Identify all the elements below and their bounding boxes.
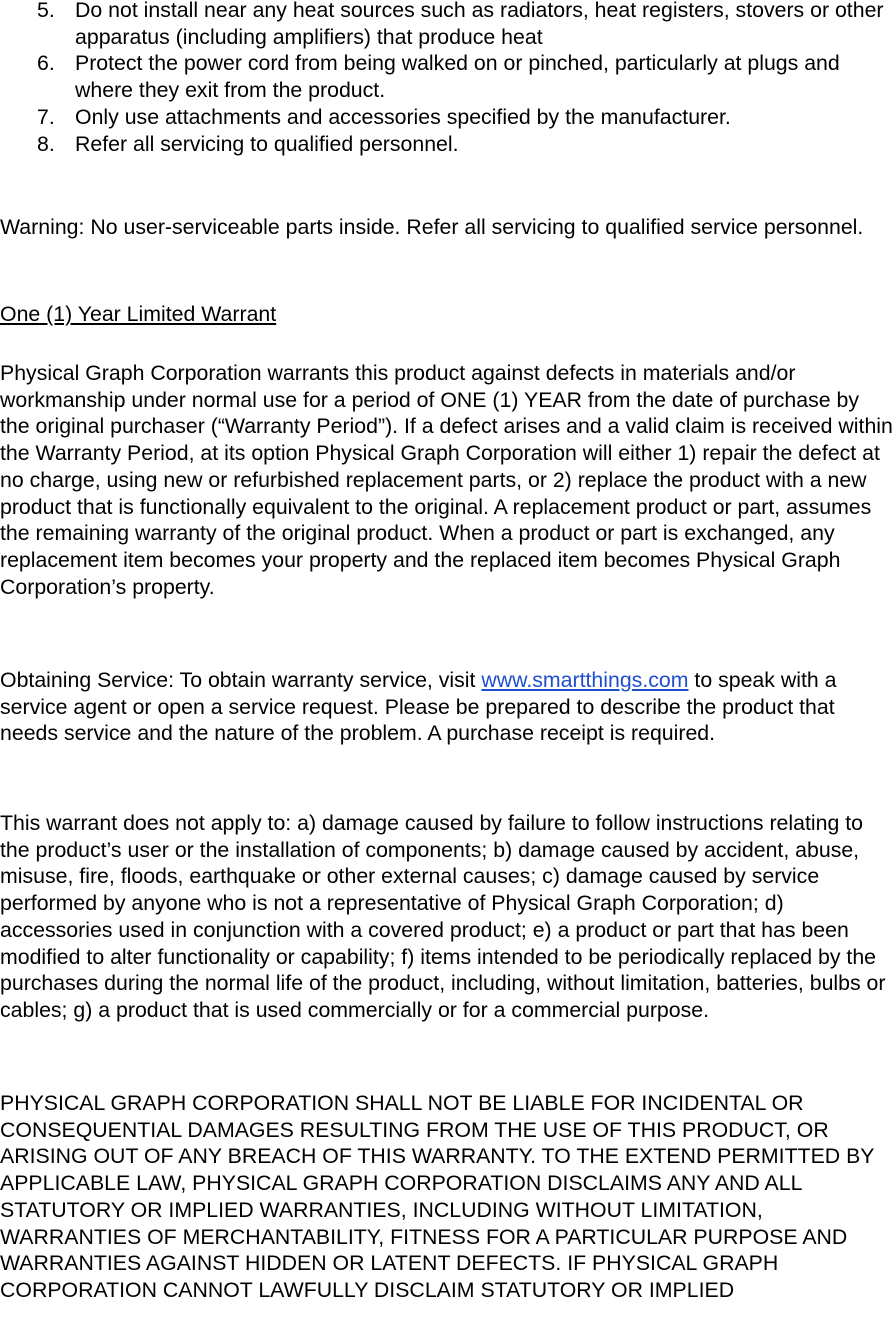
liability-paragraph: PHYSICAL GRAPH CORPORATION SHALL NOT BE LIABLE FOR INCIDENTAL OR CONSEQUENTIAL DAMAGES RESULTING FROM THE USE OF THIS PRODUCT, OR ARISING OUT OF ANY BREACH OF THIS WARRANTY. TO THE EXTEND PERMITTED BY APPLICABLE LAW, PHYSICAL GRAPH CORPORATION DISCLAIMS ANY AND ALL STATUTORY OR IMPLIED WARRANTIES, INCLUDING WITHOUT LIMITATION, WARRANTIES OF MERCHANTABILITY, FITNESS FOR A PARTICULAR PURPOSE AND WARRANTIES AGAINST HIDDEN OR LATENT DEFECTS. IF PHYSICAL GRAPH CORPORATION CANNOT LAWFULLY DISCLAIM STATUTORY OR IMPLIED <box>0 1091 875 1302</box>
smartthings-link[interactable]: www.smartthings.com <box>481 668 689 692</box>
service-text-before: Obtaining Service: To obtain warranty service, visit <box>0 668 482 692</box>
list-item-text: Protect the power cord from being walked on or pinched, particularly at plugs and where they exit from the product. <box>75 51 840 103</box>
list-item <box>0 131 896 158</box>
warning-paragraph: Warning: No user-serviceable parts inside. Refer all servicing to qualified service personnel. <box>0 215 864 239</box>
list-item-number: 8. <box>37 131 55 156</box>
list-item-number: 6. <box>37 51 55 76</box>
list-item <box>0 50 896 103</box>
warranty-heading: One (1) Year Limited Warrant <box>0 302 277 326</box>
obtaining-service-paragraph <box>0 667 894 747</box>
warranty-paragraph: Physical Graph Corporation warrants this product against defects in materials and/or workmanship under normal use for a period of ONE (1) YEAR from the date of purchase by the original purchaser (“Warranty Period”). If a defect arises and a valid claim is received within the Warranty Period, at its option Physical Graph Corporation will either 1) repair the defect at no charge, using new or refurbished replacement parts, or 2) replace the product with a new product that is functionally equivalent to the original. A replacement product or part, assumes the remaining warranty of the original product. When a product or part is exchanged, any replacement item becomes your property and the replaced item becomes Physical Graph Corporation’s property. <box>0 361 893 599</box>
list-item <box>0 104 896 131</box>
list-item-number: 7. <box>37 104 55 129</box>
list-item-text: Only use attachments and accessories specified by the manufacturer. <box>75 104 731 129</box>
service-text-after: to speak with a service agent or open a service request. Please be prepared to describe the product that needs service and the nature of the problem. A purchase receipt is required. <box>0 668 837 746</box>
exclusions-paragraph: This warrant does not apply to: a) damage caused by failure to follow instructions relating to the product’s user or the installation of components; b) damage caused by accident, abuse, misuse, fire, floods, earthquake or other external causes; c) damage caused by service performed by anyone who is not a representative of Physical Graph Corporation; d) accessories used in conjunction with a covered product; e) a product or part that has been modified to alter functionality or capability; f) items intended to be periodically replaced by the purchases during the normal life of the product, including, without limitation, batteries, bulbs or cables; g) a product that is used commercially or for a commercial purpose. <box>0 811 886 1022</box>
list-item <box>0 0 896 50</box>
safety-instructions-list <box>0 0 896 157</box>
list-item-text: Do not install near any heat sources such as radiators, heat registers, stovers or other apparatus (including amplifiers) that produce heat <box>75 0 884 49</box>
list-item-text: Refer all servicing to qualified personnel. <box>75 131 459 156</box>
list-item-number: 5. <box>37 0 55 22</box>
